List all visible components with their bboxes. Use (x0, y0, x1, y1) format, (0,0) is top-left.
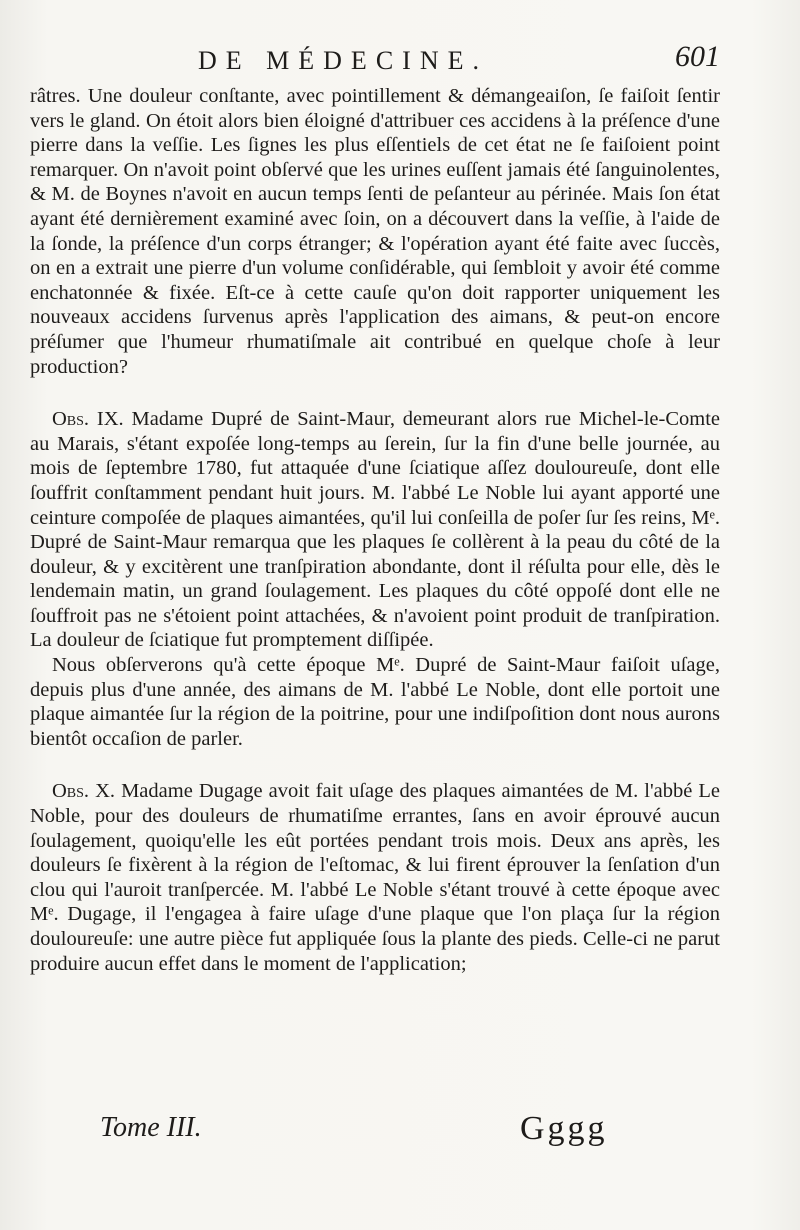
paragraph-obs-x (30, 779, 720, 976)
paragraph-obs-ix (30, 407, 720, 653)
running-title: DE MÉDECINE. (198, 46, 488, 75)
observation-heading: Obs. IX. (52, 408, 124, 431)
page-header (30, 40, 720, 80)
observation-text: Madame Dugage avoit fait uſage des plaques aimantées de M. l'abbé Le Noble, pour des douleurs de rhumatiſme errantes, ſans en avoir éprouvé aucun ſoulagement, quoiqu'elle les eût portées pendant trois mois. Deux ans après, les douleurs ſe fixèrent à la région de l'eſtomac, & lui firent éprouver la ſenſation d'un clou qui l'auroit tranſpercée. M. l'abbé Le Noble s'étant trouvé à cette époque avec Mᵉ. Dugage, il l'engagea à faire uſage d'une plaque que l'on plaça ſur la région douloureuſe: une autre pièce fut appliquée ſous la plante des pieds. Celle-ci ne parut produire aucun effet dans le moment de l'application; (30, 780, 720, 975)
volume-label: Tome III. (100, 1112, 202, 1143)
paragraph-note: Nous obſerverons qu'à cette époque Mᵉ. Dupré de Saint-Maur faiſoit uſage, depuis plus d'une année, des aimans de M. l'abbé Le Noble, dont elle portoit une plaque aimantée ſur la région de la poitrine, pour une indiſpoſition dont nous aurons bientôt occaſion de parler. (30, 654, 720, 750)
paragraph-continuation: râtres. Une douleur conſtante, avec pointillement & démangeaiſon, ſe faiſoit ſentir vers le gland. On étoit alors bien éloigné d'attribuer ces accidens à la préſence d'une pierre dans la veſſie. Les ſignes les plus eſſentiels de cet état ne ſe faiſoient point remarquer. On n'avoit point obſervé que les urines euſſent jamais été ſanguinolentes, & M. de Boynes n'avoit en aucun temps ſenti de peſanteur au périnée. Mais ſon état ayant été dernièrement examiné avec ſoin, on a découvert dans la veſſie, à l'aide de la ſonde, la préſence d'un corps étranger; & l'opération ayant été faite avec ſuccès, on en a extrait une pierre d'un volume conſidérable, qui ſembloit y avoir été comme enchatonnée & fixée. Eſt-ce à cette cauſe qu'on doit rapporter uniquement les nouveaux accidens ſurvenus après l'application des aimans, & peut-on encore préſumer que l'humeur rhumatiſmale ait contribué en quelque choſe à leur production? (30, 85, 720, 378)
spacer (30, 751, 720, 779)
spacer (30, 379, 720, 407)
page-number: 601 (675, 40, 720, 73)
page-body (30, 84, 720, 976)
observation-heading: Obs. X. (52, 780, 116, 803)
signature-mark: Gggg (520, 1110, 608, 1147)
page-footer (100, 1112, 620, 1152)
observation-text: Madame Dupré de Saint-Maur, demeurant alors rue Michel-le-Comte au Marais, s'étant expoſée long-temps au ſerein, ſur la fin d'une belle journée, au mois de ſeptembre 1780, fut attaquée d'une ſciatique aſſez douloureuſe, dont elle ſouffrit conſtamment pendant huit jours. M. l'abbé Le Noble lui ayant apporté une ceinture compoſée de plaques aimantées, qu'il lui conſeilla de poſer ſur ſes reins, Mᵉ. Dupré de Saint-Maur remarqua que les plaques ſe collèrent à la peau du côté de la douleur, & y excitèrent une tranſpiration abondante, dont il réſulta pour elle, dès le lendemain matin, un grand ſoulagement. Les plaques du côté oppoſé dont elle ne ſouffroit pas ne s'étoient point attachées, & n'avoient point produit de tranſpiration. La douleur de ſciatique fut promptement diſſipée. (30, 408, 720, 652)
